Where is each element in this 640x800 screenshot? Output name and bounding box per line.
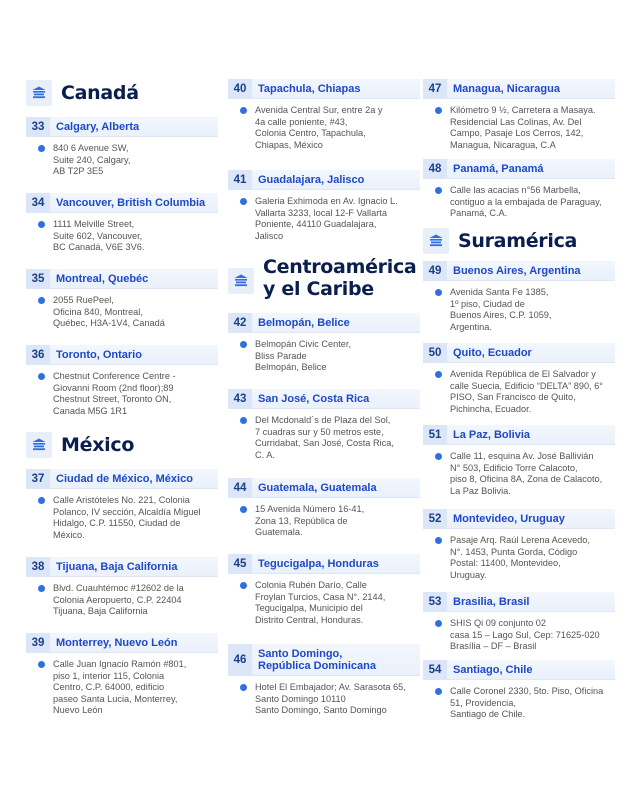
- office-city: Monterrey, Nuevo León: [56, 636, 178, 649]
- bullet-dot-icon: [240, 506, 247, 513]
- office-number: 42: [228, 313, 252, 332]
- bullet-dot-icon: [240, 582, 247, 589]
- office-address: Galeria Exhimoda en Av. Ignacio L. Vallarta 3233, local 12-F Vallarta Poniente, 44110 Guadalajara, Jalisco: [228, 196, 420, 242]
- office-header: [26, 117, 218, 137]
- office-number: 43: [228, 389, 252, 408]
- office-number: 35: [26, 269, 50, 288]
- bullet-dot-icon: [435, 187, 442, 194]
- office-city: La Paz, Bolivia: [453, 428, 531, 441]
- office-address: Del Mcdonald´s de Plaza del Sol, 7 cuadras sur y 50 metros este, Curridabat, San José, Costa Rica, C. A.: [228, 415, 420, 461]
- office-address: 15 Avenida Número 16-41, Zona 13, República de Guatemala.: [228, 504, 420, 539]
- office-city: Tijuana, Baja California: [56, 560, 178, 573]
- bank-icon: [26, 432, 52, 458]
- office-address: Hotel El Embajador; Av. Sarasota 65, Santo Domingo 10110 Santo Domingo, Santo Domingo: [228, 682, 420, 717]
- office-number: 49: [423, 261, 447, 280]
- bullet-dot-icon: [240, 198, 247, 205]
- office-number: 34: [26, 193, 50, 212]
- bank-icon: [423, 228, 449, 254]
- bullet-dot-icon: [38, 145, 45, 152]
- office-header: [228, 79, 420, 99]
- bullet-dot-icon: [240, 417, 247, 424]
- office-city: Guadalajara, Jalisco: [258, 173, 365, 186]
- bullet-dot-icon: [435, 688, 442, 695]
- region-header-mexico: [26, 432, 134, 458]
- office-number: 38: [26, 557, 50, 576]
- bullet-dot-icon: [435, 620, 442, 627]
- office-header: [26, 269, 218, 289]
- office-city: Vancouver, British Columbia: [56, 196, 206, 209]
- office-53: [423, 592, 615, 653]
- office-header: [26, 557, 218, 577]
- bullet-dot-icon: [240, 107, 247, 114]
- office-address: Chestnut Conference Centre - Giovanni Room (2nd floor);89 Chestnut Street, Toronto ON, Canada M5G 1R1: [26, 371, 218, 417]
- office-city: Tapachula, Chiapas: [258, 82, 361, 95]
- office-city: Guatemala, Guatemala: [258, 481, 377, 494]
- region-title-canada: Canadá: [61, 82, 139, 104]
- office-header: [423, 261, 615, 281]
- office-header: [423, 343, 615, 363]
- office-header: [423, 660, 615, 680]
- bullet-dot-icon: [38, 661, 45, 668]
- office-address: Avenida Central Sur, entre 2a y 4a calle poniente, #43, Colonia Centro, Tapachula, Chiapas, México: [228, 105, 420, 151]
- bullet-dot-icon: [240, 341, 247, 348]
- office-city: Panamá, Panamá: [453, 162, 544, 175]
- office-46: [228, 644, 420, 717]
- office-number: 47: [423, 79, 447, 98]
- office-number: 39: [26, 633, 50, 652]
- office-number: 50: [423, 343, 447, 362]
- region-header-canada: [26, 80, 139, 106]
- office-number: 46: [228, 644, 252, 675]
- office-city: Montreal, Quebéc: [56, 272, 149, 285]
- region-title-suramerica: Suramérica: [458, 230, 578, 252]
- office-54: [423, 660, 615, 721]
- office-address: Calle las acacias n°56 Marbella, contiguo a la embajada de Paraguay, Panamá, C.A.: [423, 185, 615, 220]
- office-44: [228, 478, 420, 539]
- bullet-dot-icon: [38, 221, 45, 228]
- office-city: Quito, Ecuador: [453, 346, 532, 359]
- office-header: [228, 554, 420, 574]
- office-number: 36: [26, 345, 50, 364]
- office-header: [423, 79, 615, 99]
- office-header: [228, 644, 420, 676]
- office-41: [228, 170, 420, 242]
- bullet-dot-icon: [435, 371, 442, 378]
- office-number: 33: [26, 117, 50, 136]
- office-city: Calgary, Alberta: [56, 120, 140, 133]
- office-number: 40: [228, 79, 252, 98]
- office-city: Belmopán, Belice: [258, 316, 350, 329]
- office-city: Brasilia, Brasil: [453, 595, 530, 608]
- office-49: [423, 261, 615, 333]
- office-header: [423, 509, 615, 529]
- office-header: [423, 159, 615, 179]
- office-address: Kilómetro 9 ½, Carretera a Masaya. Residencial Las Colinas, Av. Del Campo, Pasaje Los Cerros, 142, Managua, Nicaragua, C.A: [423, 105, 615, 151]
- office-address: 2055 RuePeel, Oficina 840, Montreal, Québec, H3A-1V4, Canadá: [26, 295, 218, 330]
- office-number: 45: [228, 554, 252, 573]
- office-city: Ciudad de México, México: [56, 472, 193, 485]
- office-header: [26, 345, 218, 365]
- office-header: [26, 633, 218, 653]
- bullet-dot-icon: [435, 107, 442, 114]
- office-42: [228, 313, 420, 374]
- bullet-dot-icon: [38, 373, 45, 380]
- office-33: [26, 117, 218, 178]
- office-47: [423, 79, 615, 151]
- region-header-centroamerica: [228, 256, 416, 300]
- office-city: Toronto, Ontario: [56, 348, 142, 361]
- office-43: [228, 389, 420, 461]
- office-35: [26, 269, 218, 330]
- office-34: [26, 193, 218, 254]
- office-51: [423, 425, 615, 497]
- office-address: 1111 Melville Street, Suite 602, Vancouver, BC Canadá, V6E 3V6.: [26, 219, 218, 254]
- office-number: 51: [423, 425, 447, 444]
- office-header: [228, 170, 420, 190]
- office-address: Avenida Santa Fe 1385, 1º piso, Ciudad de Buenos Aires, C.P. 1059, Argentina.: [423, 287, 615, 333]
- office-header: [423, 592, 615, 612]
- office-address: Colonia Rubén Darío, Calle Froylan Turcios, Casa N°. 2144, Tegucigalpa, Municipio del Distrito Central, Honduras.: [228, 580, 420, 626]
- office-number: 37: [26, 469, 50, 488]
- office-52: [423, 509, 615, 581]
- bullet-dot-icon: [240, 684, 247, 691]
- office-city: San José, Costa Rica: [258, 392, 370, 405]
- office-city: Buenos Aires, Argentina: [453, 264, 581, 277]
- region-header-suramerica: [423, 228, 577, 254]
- bullet-dot-icon: [38, 497, 45, 504]
- office-city: Santo Domingo, República Dominicana: [258, 647, 376, 672]
- bullet-dot-icon: [38, 585, 45, 592]
- office-36: [26, 345, 218, 417]
- office-number: 41: [228, 170, 252, 189]
- office-header: [26, 469, 218, 489]
- bullet-dot-icon: [435, 289, 442, 296]
- office-address: Blvd. Cuauhtémoc #12602 de la Colonia Aeropuerto, C.P. 22404 Tijuana, Baja California: [26, 583, 218, 618]
- office-48: [423, 159, 615, 220]
- office-45: [228, 554, 420, 626]
- office-number: 52: [423, 509, 447, 528]
- office-address: Calle Juan Ignacio Ramón #801, piso 1, interior 115, Colonia Centro, C.P. 64000, edificio paseo Santa Lucia, Monterrey, Nuevo León: [26, 659, 218, 717]
- office-50: [423, 343, 615, 415]
- bank-icon: [26, 80, 52, 106]
- office-address: Calle 11, esquina Av. José Ballivián N° 503, Edificio Torre Calacoto, piso 8, Oficina 8A, Zona de Calacoto, La Paz Bolivia.: [423, 451, 615, 497]
- office-40: [228, 79, 420, 151]
- office-37: [26, 469, 218, 541]
- office-city: Santiago, Chile: [453, 663, 533, 676]
- office-header: [423, 425, 615, 445]
- office-address: Avenida República de El Salvador y calle Suecia, Edificio “DELTA” 890, 6° PISO, San Francisco de Quito, Pichincha, Ecuador.: [423, 369, 615, 415]
- office-city: Tegucigalpa, Honduras: [258, 557, 379, 570]
- office-address: Belmopán Civic Center, Bliss Parade Belmopán, Belice: [228, 339, 420, 374]
- bullet-dot-icon: [38, 297, 45, 304]
- office-number: 44: [228, 478, 252, 497]
- region-title-centroamerica: Centroamérica y el Caribe: [263, 256, 417, 300]
- office-header: [228, 313, 420, 333]
- office-header: [228, 478, 420, 498]
- office-city: Managua, Nicaragua: [453, 82, 560, 95]
- office-39: [26, 633, 218, 717]
- office-address: SHIS Qi 09 conjunto 02 casa 15 – Lago Sul, Cep: 71625-020 Brasília – DF – Brasil: [423, 618, 615, 653]
- office-city: Montevideo, Uruguay: [453, 512, 565, 525]
- region-title-mexico: México: [61, 434, 135, 456]
- office-number: 54: [423, 660, 447, 679]
- bullet-dot-icon: [435, 537, 442, 544]
- office-header: [26, 193, 218, 213]
- office-address: Calle Aristóteles No. 221, Colonia Polanco, IV sección, Alcaldía Miguel Hidalgo, C.P. 11550, Ciudad de México.: [26, 495, 218, 541]
- office-number: 53: [423, 592, 447, 611]
- office-address: 840 6 Avenue SW, Suite 240, Calgary, AB T2P 3E5: [26, 143, 218, 178]
- bullet-dot-icon: [435, 453, 442, 460]
- office-38: [26, 557, 218, 618]
- bank-icon: [228, 268, 254, 294]
- office-header: [228, 389, 420, 409]
- office-number: 48: [423, 159, 447, 178]
- office-address: Calle Coronel 2330, 5to. Piso, Oficina 51, Providencia, Santiago de Chile.: [423, 686, 615, 721]
- office-address: Pasaje Arq. Raúl Lerena Acevedo, N°. 1453, Punta Gorda, Código Postal: 11400, Montevideo, Uruguay.: [423, 535, 615, 581]
